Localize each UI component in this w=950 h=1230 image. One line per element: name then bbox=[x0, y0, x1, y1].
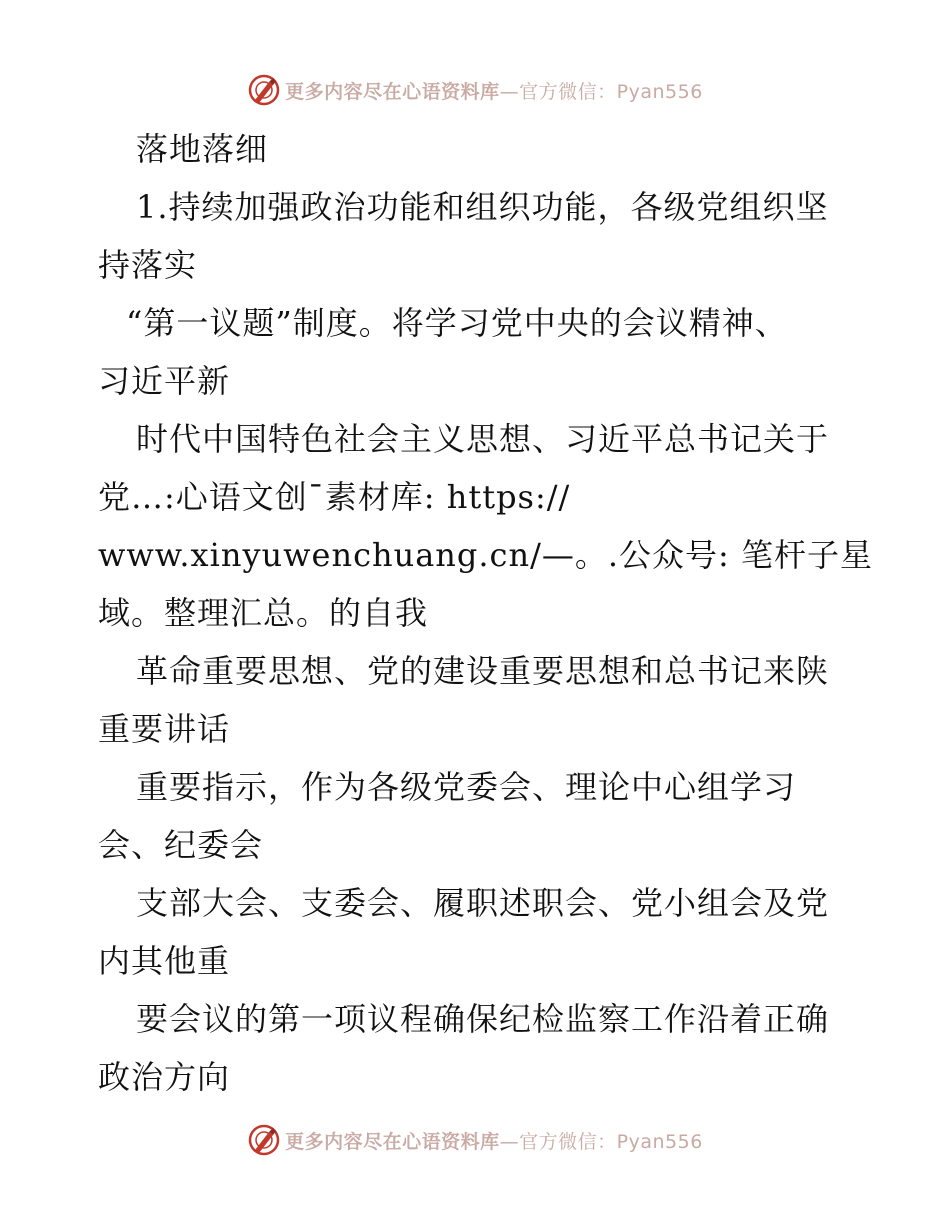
paragraph-line: 域。整理汇总。的自我 bbox=[98, 594, 429, 632]
document-body bbox=[98, 120, 873, 1106]
paragraph-line: 革命重要思想、党的建设重要思想和总书记来陕 bbox=[136, 652, 830, 690]
pen-logo-icon bbox=[247, 73, 281, 107]
paragraph-line: 落地落细 bbox=[136, 130, 269, 168]
paragraph-line: 1.持续加强政治功能和组织功能，各级党组织坚 bbox=[136, 188, 829, 226]
paragraph-line: 要会议的第一项议程确保纪检监察工作沿着正确 bbox=[136, 1000, 830, 1038]
paragraph-line: www.xinyuwenchuang.cn/—。.公众号: 笔杆子星 bbox=[98, 536, 873, 574]
paragraph-line: 党…:心语文创¯素材库: https:// bbox=[98, 478, 571, 516]
footer-banner bbox=[0, 1120, 950, 1160]
paragraph-line: 持落实 bbox=[98, 246, 198, 284]
pen-logo-icon bbox=[247, 1123, 281, 1157]
paragraph-line: 重要讲话 bbox=[98, 710, 231, 748]
paragraph-line: 时代中国特色社会主义思想、习近平总书记关于 bbox=[136, 420, 830, 458]
paragraph-line: 会、纪委会 bbox=[98, 826, 264, 864]
paragraph-line: “第一议题”制度。将学习党中央的会议精神、 bbox=[126, 304, 788, 342]
header-banner bbox=[0, 70, 950, 110]
banner-text: 更多内容尽在心语资料库—官方微信：Pyan556 bbox=[285, 1130, 703, 1153]
paragraph-line: 支部大会、支委会、履职述职会、党小组会及党 bbox=[136, 884, 830, 922]
paragraph-line: 重要指示，作为各级党委会、理论中心组学习 bbox=[136, 768, 797, 806]
paragraph-line: 习近平新 bbox=[98, 362, 231, 400]
paragraph-line: 政治方向 bbox=[98, 1058, 231, 1096]
paragraph-line: 内其他重 bbox=[98, 942, 231, 980]
banner-text: 更多内容尽在心语资料库—官方微信：Pyan556 bbox=[285, 80, 703, 103]
